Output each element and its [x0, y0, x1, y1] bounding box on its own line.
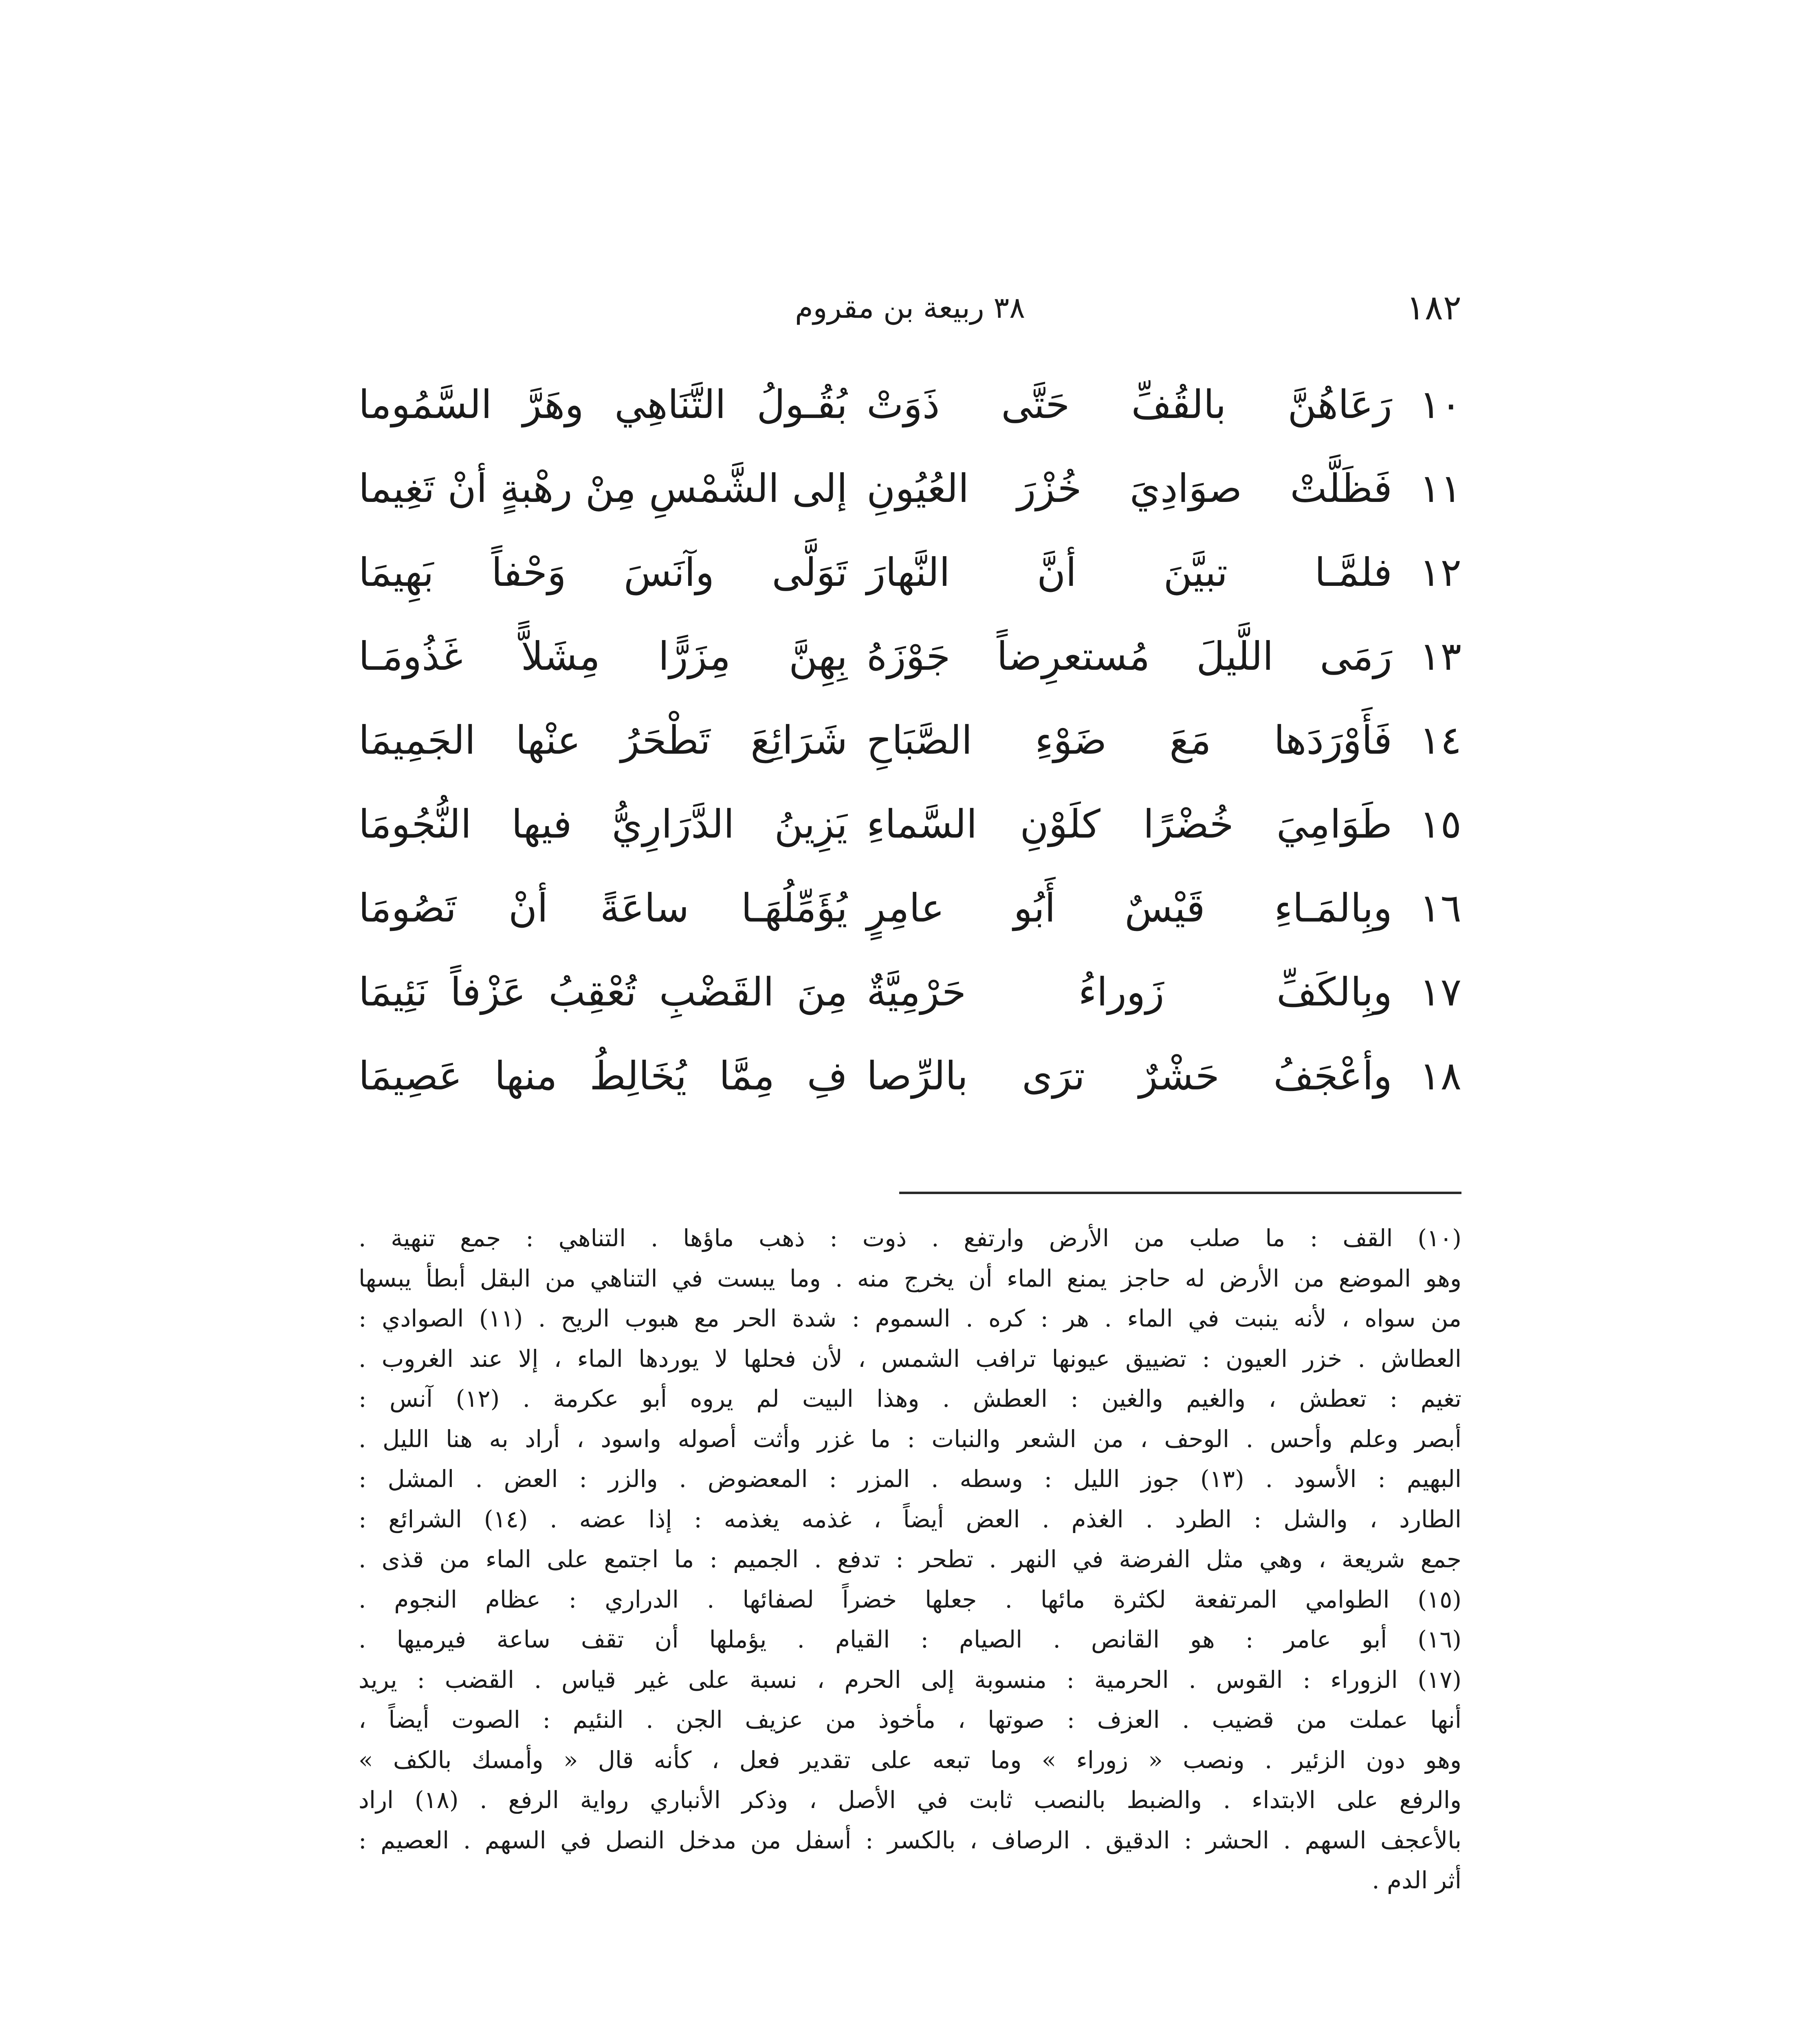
- second-hemistich: فِ مِمَّا يُخَالِطُ منها عَصِيمَا: [359, 1053, 847, 1099]
- second-hemistich: بِهِنَّ مِزَرًّا مِشَلاًّ غَذُومَـا: [359, 634, 847, 679]
- second-hemistich: بُقُـولُ التَّنَاهِي وهَرَّ السَّمُوما: [359, 382, 847, 427]
- verse-line: [359, 698, 1461, 782]
- first-hemistich: رَعَاهُنَّ بالقُفِّ حَتَّى ذَوَتْ: [867, 382, 1392, 427]
- verse-number: ١٠: [1419, 382, 1461, 427]
- verse-line: [359, 530, 1461, 614]
- verse-number: ١٦: [1419, 885, 1461, 931]
- verse-line: [359, 614, 1461, 698]
- first-hemistich: وبِالمَـاءِ قَيْسٌ أَبُو عامِرٍ: [867, 885, 1392, 931]
- footnote-line: (١٧) الزوراء : القوس . الحرمية : منسوبة إلى الحرم ، نسبة على غير قياس . القضب : يريد: [359, 1665, 1461, 1694]
- first-hemistich: فَظَلَّتْ صوَادِيَ خُزْرَ العُيُونِ: [867, 466, 1392, 511]
- footnote-line: أثر الدم .: [1372, 1866, 1461, 1894]
- second-hemistich: شَرَائِعَ تَطْحَرُ عنْها الجَمِيمَا: [359, 717, 847, 763]
- second-hemistich: يَزِينُ الدَّرَارِيُّ فيها النُّجُومَا: [359, 801, 847, 847]
- poem-title: ٣٨ ربيعة بن مقروم: [795, 290, 1025, 325]
- footnotes-block: [359, 1218, 1461, 1901]
- footnote-line: والرفع على الابتداء . والضبط بالنصب ثابت في الأصل ، وذكر الأنباري رواية الرفع . (١٨) اراد: [359, 1786, 1461, 1814]
- footnote-line: البهيم : الأسود . (١٣) جوز الليل : وسطه . المزر : المعضوض . والزر : العض . المشل :: [359, 1465, 1461, 1493]
- verse-line: [359, 866, 1461, 950]
- verse-number: ١٢: [1419, 550, 1461, 595]
- second-hemistich: يُؤَمِّلُهَـا ساعَةً أنْ تَصُومَا: [359, 885, 847, 931]
- verse-block: [359, 363, 1461, 1118]
- footnote-divider: [899, 1192, 1461, 1194]
- verse-line: [359, 782, 1461, 866]
- verse-line: [359, 447, 1461, 530]
- footnote-line: وهو الموضع من الأرض له حاجز يمنع الماء أن يخرج منه . وما يبست في التناهي من البقل أبطأ يبسها: [359, 1264, 1461, 1292]
- verse-line: [359, 363, 1461, 447]
- first-hemistich: رَمَى اللَّيلَ مُستعرِضاً جَوْزَهُ: [867, 634, 1392, 679]
- second-hemistich: مِنَ القَضْبِ تُعْقِبُ عَزْفاً نَئِيمَا: [359, 969, 847, 1015]
- footnote-line: من سواه ، لأنه ينبت في الماء . هر : كره . السموم : شدة الحر مع هبوب الريح . (١١) الصوادي :: [359, 1304, 1461, 1332]
- footnote-line: أبصر وعلم وأحس . الوحف ، من الشعر والنبات : ما غزر وأثت أصوله واسود ، أراد به هنا الليل .: [359, 1425, 1461, 1453]
- verse-number: ١٣: [1419, 634, 1461, 679]
- verse-line: [359, 1034, 1461, 1118]
- footnote-line: (١٦) أبو عامر : هو القانص . الصيام : القيام . يؤملها أن تقف ساعة فيرميها .: [359, 1626, 1461, 1653]
- first-hemistich: فَأَوْرَدَها مَعَ ضَوْءِ الصَّبَاحِ: [867, 717, 1392, 763]
- verse-number: ١٥: [1419, 801, 1461, 847]
- footnote-line: (١٠) القف : ما صلب من الأرض وارتفع . ذوت : ذهب ماؤها . التناهي : جمع تنهية .: [359, 1224, 1461, 1252]
- footnote-line: أنها عملت من قضيب . العزف : صوتها ، مأخوذ من عزيف الجن . النئيم : الصوت أيضاً ،: [359, 1706, 1461, 1733]
- verse-line: [359, 950, 1461, 1034]
- footnote-line: العطاش . خزر العيون : تضييق عيونها ترافب الشمس ، لأن فحلها لا يوردها الماء ، إلا عند الغروب .: [359, 1344, 1461, 1373]
- footnote-line: تغيم : تعطش ، والغيم والغين : العطش . وهذا البيت لم يروه أبو عكرمة . (١٢) آنس :: [359, 1385, 1461, 1412]
- footnote-line: الطارد ، والشل : الطرد . الغذم . العض أيضاً ، غذمه يغذمه : إذا عضه . (١٤) الشرائع :: [359, 1505, 1461, 1533]
- verse-number: ١٤: [1419, 717, 1461, 763]
- first-hemistich: فلمَّـا تبيَّنَ أنَّ النَّهارَ: [867, 550, 1392, 595]
- verse-number: ١٨: [1419, 1053, 1461, 1099]
- running-head: [359, 285, 1461, 330]
- first-hemistich: وبِالكَفِّ زَوراءُ حَرْمِيَّةٌ: [867, 969, 1392, 1015]
- footnote-line: بالأعجف السهم . الحشر : الدقيق . الرصاف ، بالكسر : أسفل من مدخل النصل في السهم . العصيم :: [359, 1826, 1461, 1854]
- page-number: ١٨٢: [1406, 288, 1461, 328]
- second-hemistich: إلى الشَّمْسِ مِنْ رهْبةٍ أنْ تَغِيما: [359, 466, 847, 511]
- footnote-line: جمع شريعة ، وهي مثل الفرضة في النهر . تطحر : تدفع . الجميم : ما اجتمع على الماء من قذى .: [359, 1545, 1461, 1573]
- verse-number: ١٧: [1419, 969, 1461, 1015]
- footnote-line: (١٥) الطوامي المرتفعة لكثرة مائها . جعلها خضراً لصفائها . الدراري : عظام النجوم .: [359, 1585, 1461, 1613]
- verse-number: ١١: [1419, 466, 1461, 511]
- footnote-line: وهو دون الزئير . ونصب « زوراء » وما تبعه على تقدير فعل ، كأنه قال « وأمسك بالكف »: [359, 1746, 1461, 1774]
- first-hemistich: طَوَامِيَ خُضْرًا كلَوْنِ السَّماءِ: [867, 801, 1392, 847]
- second-hemistich: تَوَلَّى وآنَسَ وَحْفاً بَهِيمَا: [359, 550, 847, 595]
- first-hemistich: وأعْجَفُ حَشْرٌ ترَى بالرِّصا: [867, 1053, 1392, 1099]
